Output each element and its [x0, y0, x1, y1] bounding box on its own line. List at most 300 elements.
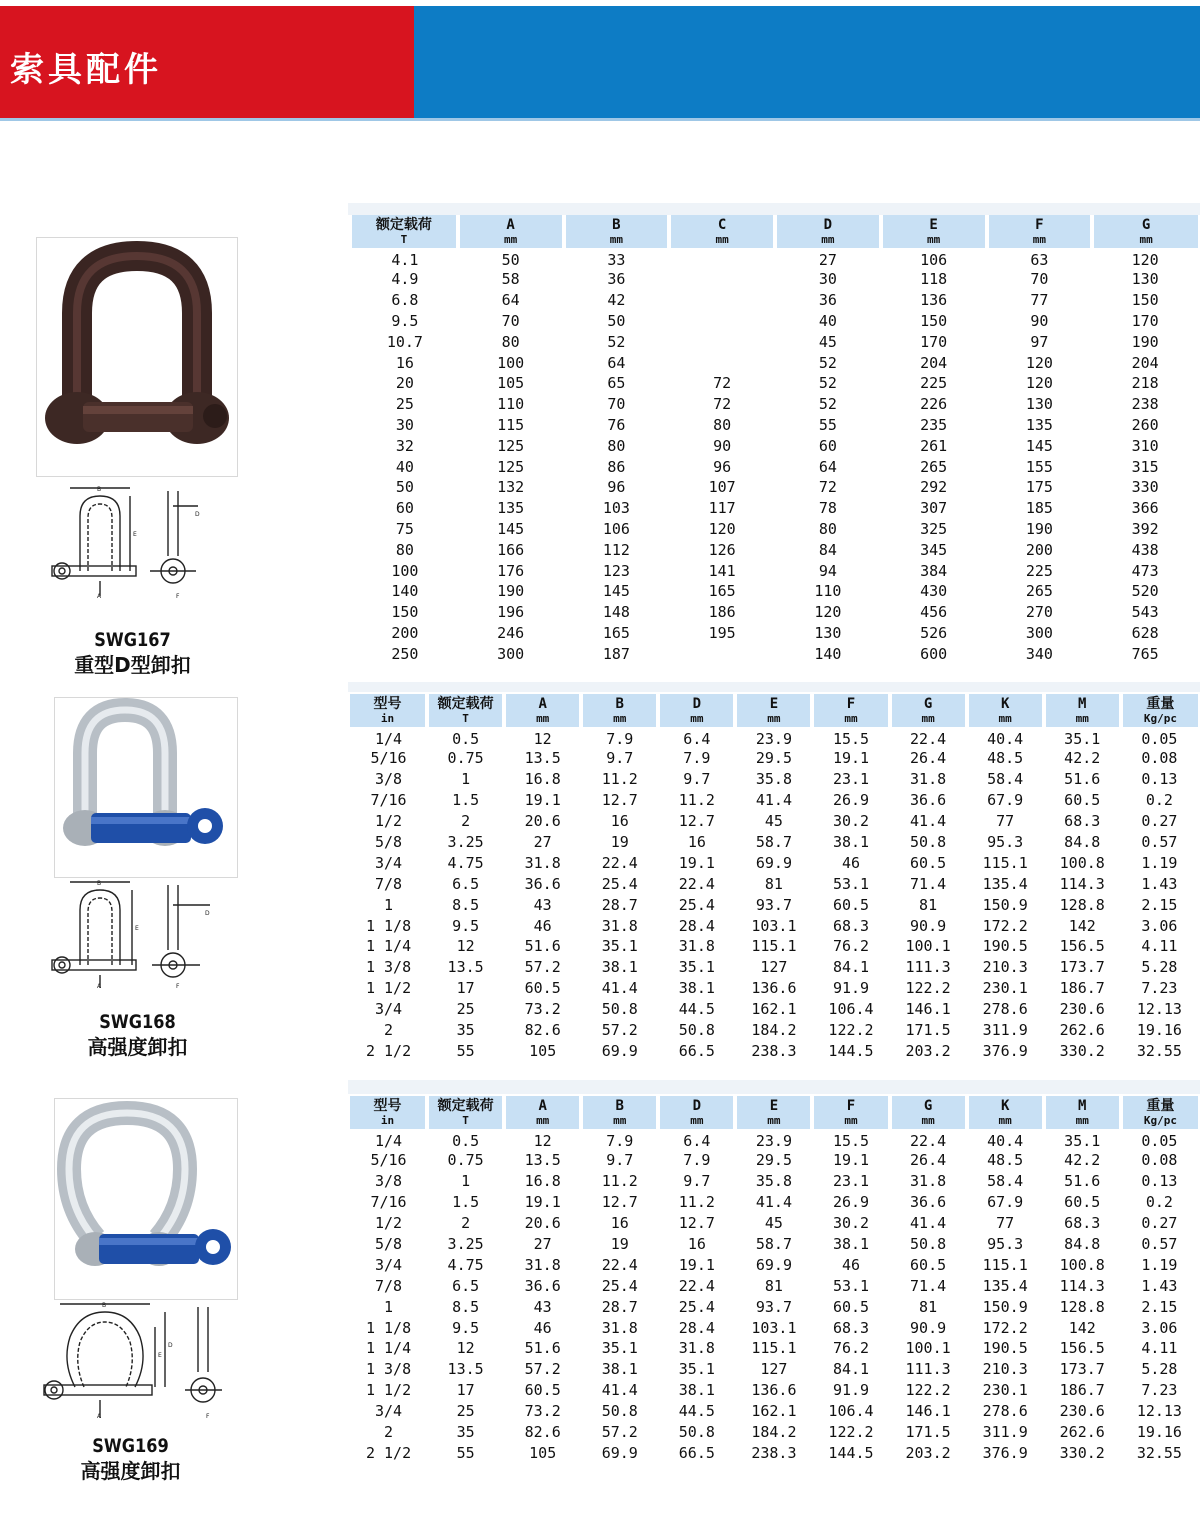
- table-cell: 22.4: [910, 1132, 947, 1150]
- column-unit: mm: [690, 1114, 704, 1127]
- column-unit: mm: [1032, 233, 1046, 246]
- table-cell: 117: [708, 499, 736, 518]
- table-cell: 1/2: [374, 812, 403, 831]
- table-cell: 20.6: [524, 812, 561, 831]
- column-label: B: [615, 1098, 624, 1114]
- table-cell: 186: [708, 603, 736, 622]
- table-cell: 80: [501, 332, 520, 351]
- schematic-label-f: F: [176, 593, 180, 600]
- table-cell: 376.9: [982, 1041, 1028, 1060]
- table-cell: 16: [687, 1235, 706, 1253]
- table-cell: 22.4: [678, 1276, 715, 1295]
- column-label: K: [1000, 696, 1010, 712]
- table-cell: 184.2: [751, 1021, 797, 1040]
- table-cell: 105: [529, 1041, 557, 1060]
- table-cell: 12.13: [1136, 1000, 1182, 1019]
- d-shackle-illustration: [37, 238, 237, 476]
- table-cell: 165: [602, 623, 630, 642]
- table-cell: 36.6: [910, 791, 947, 810]
- table-shade-top: [348, 203, 1200, 215]
- table-cell: 4.1: [391, 251, 419, 269]
- table-cell: 110: [497, 395, 525, 414]
- table-header-row: [350, 694, 1198, 727]
- table-cell: 0.2: [1145, 791, 1173, 810]
- column-header: [1044, 1096, 1121, 1129]
- table-cell: 51.6: [524, 937, 561, 956]
- table-cell: 103.1: [751, 916, 797, 935]
- table-cell: 80: [713, 415, 732, 434]
- table-cell: 6.8: [391, 291, 419, 310]
- column-header: [669, 215, 775, 248]
- product-photo-swg167: [36, 237, 238, 477]
- column-label: 额定载荷: [437, 696, 494, 712]
- table-cell: 4.11: [1141, 937, 1178, 956]
- table-cell: 16.8: [524, 770, 561, 789]
- table-cell: 146.1: [905, 1000, 951, 1019]
- table-cell: 176: [497, 561, 525, 580]
- table-cell: 55: [456, 1041, 475, 1060]
- table-cell: 122.2: [828, 1021, 874, 1040]
- table-cell: 86: [607, 457, 626, 476]
- table-cell: 4.9: [391, 270, 419, 289]
- table-cell: 51.6: [524, 1339, 561, 1358]
- spec-table-swg167: [352, 215, 1198, 664]
- table-cell: 19.1: [832, 749, 870, 768]
- table-cell: 12.7: [678, 812, 715, 831]
- spec-table-swg169: [350, 1096, 1198, 1463]
- table-cell: 130: [814, 623, 842, 642]
- product-code: SWG169: [92, 1435, 169, 1457]
- table-cell: 38.1: [678, 1381, 715, 1400]
- table-cell: 1 1/4: [365, 937, 412, 956]
- table-row: [352, 456, 1198, 477]
- table-cell: 46: [841, 853, 861, 872]
- table-cell: 330.2: [1059, 1041, 1105, 1060]
- table-cell: 543: [1131, 603, 1159, 622]
- table-cell: 57.2: [524, 1360, 561, 1379]
- table-cell: 67.9: [987, 791, 1024, 810]
- column-unit: mm: [998, 712, 1012, 725]
- table-cell: 36.6: [524, 874, 561, 893]
- table-row: [350, 1150, 1198, 1171]
- table-cell: 35: [456, 1021, 475, 1040]
- table-cell: 55: [456, 1443, 475, 1462]
- table-cell: 12: [456, 1339, 475, 1358]
- table-cell: 115.1: [751, 1339, 797, 1358]
- table-cell: 31.8: [524, 853, 561, 872]
- table-cell: 1/2: [374, 1214, 403, 1233]
- table-cell: 46: [841, 1255, 861, 1274]
- column-header: [812, 1096, 889, 1129]
- table-cell: 78: [818, 499, 837, 518]
- table-row: [350, 1254, 1198, 1275]
- table-cell: 69.9: [755, 853, 792, 872]
- schematic-swg169: [40, 1302, 225, 1420]
- table-cell: 148: [602, 603, 630, 622]
- table-cell: 23.1: [832, 1172, 870, 1191]
- table-cell: 103.1: [751, 1318, 797, 1337]
- table-row: [350, 1234, 1198, 1255]
- table-cell: 53.1: [832, 1276, 870, 1295]
- table-cell: 135.4: [982, 874, 1028, 893]
- column-label: D: [823, 217, 833, 233]
- table-cell: 30.2: [832, 1214, 870, 1233]
- table-cell: 77: [1030, 291, 1049, 310]
- table-cell: 71.4: [910, 1276, 947, 1295]
- column-unit: mm: [613, 712, 627, 725]
- table-cell: 136.6: [751, 979, 797, 998]
- table-cell: 155: [1025, 457, 1053, 476]
- table-cell: 230.6: [1059, 1402, 1105, 1421]
- table-cell: 0.27: [1141, 812, 1178, 831]
- table-row: [352, 269, 1198, 290]
- table-cell: 13.5: [447, 958, 484, 977]
- table-cell: 2 1/2: [365, 1443, 412, 1462]
- table-row: [350, 1040, 1198, 1061]
- table-cell: 19.1: [524, 1193, 561, 1212]
- table-row: [350, 936, 1198, 957]
- table-cell: 3.25: [447, 833, 484, 851]
- table-row: [350, 1401, 1198, 1422]
- column-unit: mm: [609, 233, 623, 246]
- table-cell: 90: [713, 436, 732, 455]
- table-cell: 31.8: [601, 916, 638, 935]
- table-cell: 23.9: [755, 1132, 792, 1150]
- column-unit: mm: [536, 1114, 550, 1127]
- table-row: [350, 1192, 1198, 1213]
- table-cell: 58.4: [987, 1172, 1024, 1191]
- table-cell: [669, 331, 775, 352]
- table-cell: 36.6: [910, 1193, 947, 1212]
- table-cell: 52: [818, 374, 837, 393]
- table-cell: 41.4: [601, 979, 638, 998]
- table-row: [352, 331, 1198, 352]
- table-cell: 171.5: [905, 1423, 951, 1442]
- table-cell: 26.4: [910, 749, 947, 768]
- table-cell: 7/16: [370, 1193, 407, 1212]
- table-row: [350, 852, 1198, 873]
- table-cell: 345: [920, 540, 948, 559]
- table-cell: 7.23: [1141, 1381, 1178, 1400]
- column-label: E: [769, 1098, 779, 1114]
- table-cell: 100: [497, 353, 525, 372]
- table-cell: 126: [708, 540, 736, 559]
- table-cell: 122.2: [905, 979, 951, 998]
- table-cell: 100.1: [905, 1339, 951, 1358]
- table-cell: 185: [1025, 499, 1053, 518]
- table-cell: 5/16: [370, 1151, 407, 1170]
- table-cell: 103: [602, 499, 630, 518]
- table-cell: 70: [501, 311, 520, 330]
- table-cell: 60: [395, 499, 414, 518]
- table-cell: 58: [501, 270, 520, 289]
- table-cell: 173.7: [1059, 958, 1105, 977]
- table-cell: 145: [1025, 436, 1053, 455]
- column-header: [967, 1096, 1044, 1129]
- spec-table-swg168: [350, 694, 1198, 1061]
- column-label: A: [506, 217, 515, 233]
- table-cell: 150.9: [982, 895, 1028, 914]
- table-cell: 41.4: [601, 1381, 638, 1400]
- table-row: [350, 1213, 1198, 1234]
- table-row: [352, 435, 1198, 456]
- table-cell: 3/8: [374, 1172, 403, 1191]
- table-cell: 190: [1025, 519, 1053, 538]
- table-cell: 165: [708, 582, 736, 601]
- table-cell: 270: [1025, 603, 1053, 622]
- table-cell: 60.5: [910, 1255, 947, 1274]
- product-photo-swg169: [54, 1098, 238, 1300]
- table-row: [352, 415, 1198, 436]
- column-label: B: [615, 696, 624, 712]
- table-cell: 66.5: [678, 1443, 715, 1462]
- table-cell: 22.4: [601, 853, 638, 872]
- table-cell: 60.5: [832, 1297, 870, 1316]
- table-cell: 64: [501, 291, 520, 310]
- table-cell: 20: [395, 374, 414, 393]
- column-unit: in: [380, 1114, 395, 1127]
- table-cell: 366: [1131, 499, 1159, 518]
- product-name: 重型D型卸扣: [74, 653, 191, 677]
- table-cell: 765: [1131, 644, 1159, 663]
- table-shade-top: [348, 682, 1200, 692]
- table-cell: 58.4: [987, 770, 1024, 789]
- table-cell: 72: [713, 374, 732, 393]
- table-cell: 9.7: [606, 1151, 634, 1170]
- table-cell: 100.1: [905, 937, 951, 956]
- column-unit: mm: [844, 1114, 858, 1127]
- table-cell: 64: [818, 457, 837, 476]
- product-photo-swg168: [54, 697, 238, 878]
- column-unit: mm: [536, 712, 550, 725]
- table-cell: 235: [920, 415, 948, 434]
- table-cell: 171.5: [905, 1021, 951, 1040]
- column-label: 重量: [1146, 696, 1175, 712]
- table-cell: 7/16: [370, 791, 407, 810]
- table-cell: 1: [384, 895, 394, 914]
- table-cell: 1: [384, 1297, 394, 1316]
- table-cell: 17: [456, 1381, 475, 1400]
- column-unit: mm: [767, 1114, 781, 1127]
- table-cell: 2: [384, 1423, 394, 1442]
- table-cell: 628: [1131, 623, 1159, 642]
- table-cell: 84.1: [832, 958, 870, 977]
- column-header: [1092, 215, 1198, 248]
- table-cell: 190.5: [982, 937, 1028, 956]
- product-caption-swg167: [40, 628, 225, 678]
- table-cell: 203.2: [905, 1443, 951, 1462]
- table-cell: 300: [497, 644, 525, 663]
- table-cell: 278.6: [982, 1000, 1028, 1019]
- column-header: [504, 694, 581, 727]
- table-cell: 26.9: [832, 1193, 870, 1212]
- table-cell: 72: [713, 395, 732, 414]
- table-cell: 57.2: [601, 1021, 638, 1040]
- table-cell: 1.19: [1141, 853, 1178, 872]
- table-cell: 111.3: [905, 1360, 951, 1379]
- table-cell: [669, 643, 775, 664]
- table-cell: 3/8: [374, 770, 403, 789]
- column-unit: mm: [767, 712, 781, 725]
- table-row: [350, 1359, 1198, 1380]
- table-cell: 106: [602, 519, 630, 538]
- table-row: [350, 727, 1198, 748]
- column-header: [967, 694, 1044, 727]
- table-row: [352, 602, 1198, 623]
- table-cell: 195: [708, 623, 736, 642]
- table-cell: 144.5: [828, 1041, 874, 1060]
- table-cell: 11.2: [678, 1193, 715, 1212]
- column-header: [427, 1096, 504, 1129]
- table-cell: 80: [395, 540, 414, 559]
- table-cell: 75: [395, 519, 414, 538]
- table-cell: 9.7: [683, 1172, 711, 1191]
- table-cell: 30: [818, 270, 837, 289]
- table-cell: 53.1: [832, 874, 870, 893]
- table-cell: 63: [1030, 251, 1049, 269]
- column-label: G: [923, 696, 933, 712]
- table-cell: 140: [814, 644, 842, 663]
- table-cell: 307: [920, 499, 948, 518]
- table-cell: 135.4: [982, 1276, 1028, 1295]
- table-cell: 11.2: [601, 1172, 638, 1191]
- table-cell: 5/16: [370, 749, 407, 768]
- table-cell: 50.8: [601, 1402, 638, 1421]
- table-cell: 58.7: [755, 833, 792, 851]
- column-label: 型号: [373, 1098, 402, 1114]
- table-cell: 456: [920, 603, 948, 622]
- table-cell: 238: [1131, 395, 1159, 414]
- table-row: [350, 832, 1198, 853]
- table-cell: 28.7: [601, 895, 638, 914]
- table-cell: 310: [1131, 436, 1159, 455]
- table-cell: 172.2: [982, 916, 1028, 935]
- table-row: [350, 978, 1198, 999]
- table-cell: 48.5: [987, 1151, 1024, 1170]
- table-row: [352, 352, 1198, 373]
- table-cell: 65: [607, 374, 626, 393]
- table-cell: 81: [919, 895, 938, 914]
- galvanized-d-shackle-illustration: [55, 698, 237, 877]
- table-cell: 67.9: [987, 1193, 1024, 1212]
- table-cell: 42: [607, 291, 626, 310]
- table-cell: 31.8: [910, 770, 947, 789]
- column-unit: T: [400, 233, 408, 246]
- table-cell: 50.8: [910, 833, 947, 851]
- table-cell: 84: [818, 540, 837, 559]
- table-cell: 38.1: [832, 1235, 870, 1253]
- table-cell: 190.5: [982, 1339, 1028, 1358]
- table-cell: 90.9: [910, 1318, 947, 1337]
- column-label: C: [717, 217, 727, 233]
- schematic-label-e: E: [158, 1352, 162, 1359]
- table-cell: 106: [920, 251, 948, 269]
- column-label: 额定载荷: [375, 217, 432, 233]
- column-header: [504, 1096, 581, 1129]
- table-cell: 325: [920, 519, 948, 538]
- table-cell: 26.4: [910, 1151, 947, 1170]
- column-label: 额定载荷: [437, 1098, 494, 1114]
- table-cell: 1 1/8: [365, 1318, 412, 1337]
- table-cell: 265: [920, 457, 948, 476]
- table-cell: 114.3: [1059, 1276, 1105, 1295]
- table-cell: [669, 269, 775, 290]
- table-cell: 0.05: [1141, 730, 1178, 748]
- table-cell: 438: [1131, 540, 1159, 559]
- table-cell: 3.25: [447, 1235, 484, 1253]
- table-cell: 12.7: [678, 1214, 715, 1233]
- table-cell: 50.8: [678, 1423, 715, 1442]
- table-cell: 38.1: [678, 979, 715, 998]
- table-row: [350, 894, 1198, 915]
- table-cell: 473: [1131, 561, 1159, 580]
- table-cell: 43: [533, 895, 552, 914]
- table-cell: 11.2: [678, 791, 715, 810]
- table-cell: 145: [602, 582, 630, 601]
- table-cell: 2: [384, 1021, 394, 1040]
- table-cell: 28.7: [601, 1297, 638, 1316]
- table-cell: 112: [602, 540, 630, 559]
- column-header: [890, 1096, 967, 1129]
- table-cell: 77: [996, 1214, 1015, 1233]
- column-label: A: [538, 696, 547, 712]
- table-cell: 262.6: [1059, 1021, 1105, 1040]
- table-row: [350, 1442, 1198, 1463]
- table-cell: 114.3: [1059, 874, 1105, 893]
- table-cell: 36: [818, 291, 837, 310]
- table-cell: 25: [456, 1402, 475, 1421]
- table-cell: 70: [607, 395, 626, 414]
- schematic-swg168: [40, 880, 215, 990]
- table-row: [352, 560, 1198, 581]
- table-cell: 13.5: [447, 1360, 484, 1379]
- table-cell: 60.5: [1064, 1193, 1101, 1212]
- banner-blue-block: [414, 6, 1200, 118]
- table-cell: 0.08: [1141, 1151, 1178, 1170]
- table-row: [352, 623, 1198, 644]
- table-row: [350, 1020, 1198, 1041]
- table-cell: 50: [607, 311, 626, 330]
- table-shade-top: [348, 1080, 1200, 1094]
- column-unit: in: [380, 712, 395, 725]
- table-cell: 35.1: [678, 1360, 715, 1379]
- table-cell: 111.3: [905, 958, 951, 977]
- table-cell: 230.1: [982, 979, 1028, 998]
- table-cell: 69.9: [755, 1255, 792, 1274]
- table-cell: 50.8: [678, 1021, 715, 1040]
- table-cell: 84.8: [1064, 1235, 1101, 1253]
- column-header: [581, 1096, 658, 1129]
- table-cell: 9.5: [452, 1318, 480, 1337]
- table-cell: 9.7: [683, 770, 711, 789]
- table-cell: 60.5: [910, 853, 947, 872]
- column-header: [1044, 694, 1121, 727]
- column-unit: mm: [504, 233, 518, 246]
- table-cell: 68.3: [832, 1318, 870, 1337]
- table-cell: 115: [497, 415, 525, 434]
- table-cell: 12: [533, 730, 552, 748]
- table-cell: 91.9: [832, 1381, 870, 1400]
- table-cell: 0.08: [1141, 749, 1178, 768]
- column-unit: mm: [613, 1114, 627, 1127]
- table-cell: 17: [456, 979, 475, 998]
- table-row: [352, 477, 1198, 498]
- table-cell: 35.8: [755, 1172, 792, 1191]
- table-cell: 90: [1030, 311, 1049, 330]
- table-cell: 1: [461, 770, 471, 789]
- table-cell: 11.2: [601, 770, 638, 789]
- product-caption-swg168: [45, 1010, 230, 1060]
